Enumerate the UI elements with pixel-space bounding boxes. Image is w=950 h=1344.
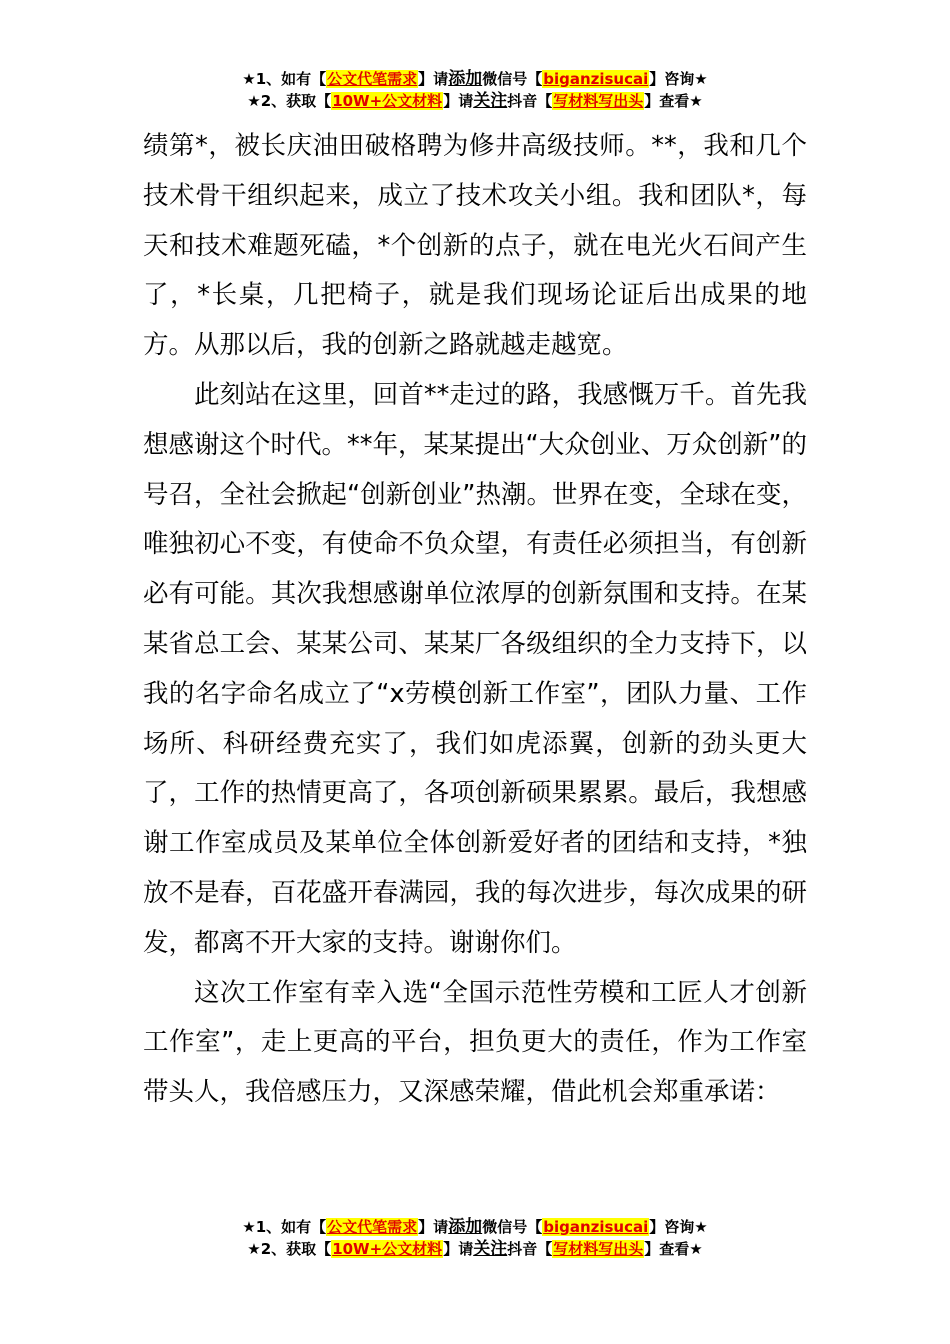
promo-text: ★2、获取【 — [247, 92, 332, 110]
promo-text: 】查看★ — [644, 1240, 703, 1258]
promo-emphasis: 添加 — [448, 1217, 483, 1237]
promo-text: 】咨询★ — [649, 1218, 708, 1236]
promo-text: 】咨询★ — [649, 70, 708, 88]
promo-line-2 — [0, 1238, 950, 1260]
promo-text: 抖音【 — [507, 92, 553, 110]
promo-emphasis: 关注 — [473, 1239, 508, 1259]
document-body — [143, 122, 807, 1118]
promo-highlight-douyin: 写材料写出头 — [553, 92, 644, 110]
promo-text: 】请 — [443, 1240, 474, 1258]
promo-text: ★1、如有【 — [242, 70, 327, 88]
promo-highlight-service: 公文代笔需求 — [327, 1218, 418, 1236]
promo-text: ★2、获取【 — [247, 1240, 332, 1258]
promo-text: 微信号【 — [482, 70, 543, 88]
paragraph-2: 此刻站在这里，回首**走过的路，我感慨万千。首先我想感谢这个时代。**年，某某提出“大众创业、万众创新”的号召，全社会掀起“创新创业”热潮。世界在变，全球在变，唯独初心不变，有使命不负众望，有责任必须担当，有创新必有可能。其次我想感谢单位浓厚的创新氛围和支持。在某某省总工会、某某公司、某某厂各级组织的全力支持下，以我的名字命名成立了“x劳模创新工作室”，团队力量、工作场所、科研经费充实了，我们如虎添翼，创新的劲头更大了，工作的热情更高了，各项创新硕果累累。最后，我想感谢工作室成员及某单位全体创新爱好者的团结和支持，*独放不是春，百花盛开春满园，我的每次进步，每次成果的研发，都离不开大家的支持。谢谢你们。 — [143, 379, 807, 958]
paragraph-3: 这次工作室有幸入选“全国示范性劳模和工匠人才创新工作室”，走上更高的平台，担负更大的责任，作为工作室带头人，我倍感压力，又深感荣耀，借此机会郑重承诺： — [143, 977, 807, 1108]
promo-highlight-materials: 10W+公文材料 — [332, 92, 443, 110]
promo-highlight-wechat: biganzisucai — [543, 1218, 649, 1236]
promo-text: ★1、如有【 — [242, 1218, 327, 1236]
promo-line-2 — [0, 90, 950, 112]
promo-line-1 — [0, 1216, 950, 1238]
promo-highlight-materials: 10W+公文材料 — [332, 1240, 443, 1258]
paragraph-1: 绩第*，被长庆油田破格聘为修井高级技师。**，我和几个技术骨干组织起来，成立了技术攻关小组。我和团队*，每天和技术难题死磕，*个创新的点子，就在电光火石间产生了，*长桌，几把椅子，就是我们现场论证后出成果的地方。从那以后，我的创新之路就越走越宽。 — [143, 131, 807, 361]
promo-line-1 — [0, 68, 950, 90]
top-promo-banner — [0, 68, 950, 112]
promo-emphasis: 添加 — [448, 69, 483, 89]
promo-emphasis: 关注 — [473, 91, 508, 111]
promo-text: 】请 — [443, 92, 474, 110]
promo-highlight-service: 公文代笔需求 — [327, 70, 418, 88]
promo-text: 】请 — [418, 1218, 449, 1236]
promo-text: 】请 — [418, 70, 449, 88]
promo-text: 】查看★ — [644, 92, 703, 110]
promo-highlight-douyin: 写材料写出头 — [553, 1240, 644, 1258]
promo-highlight-wechat: biganzisucai — [543, 70, 649, 88]
bottom-promo-banner — [0, 1216, 950, 1260]
promo-text: 微信号【 — [482, 1218, 543, 1236]
promo-text: 抖音【 — [507, 1240, 553, 1258]
